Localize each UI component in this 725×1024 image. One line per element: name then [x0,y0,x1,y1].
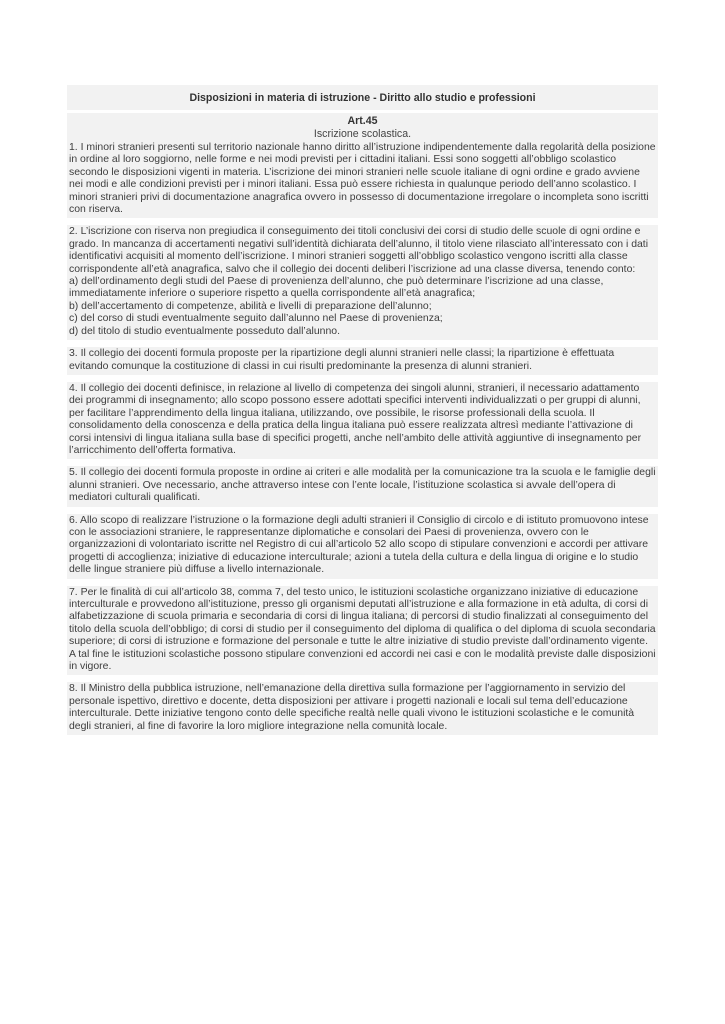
paragraph-7: 7. Per le finalità di cui all’articolo 38, comma 7, del testo unico, le istituzioni scolastiche organizzano iniziative di educazione interculturale e provvedono all’istituzione, presso gli organismi deputati all’istruzione e alla formazione in età adulta, di corsi di alfabetizzazione di scuola primaria e secondaria di corsi di lingua italiana; di percorsi di studio finalizzati al conseguimento del titolo della scuola dell’obbligo; di corsi di studio per il conseguimento del diploma di qualifica o del diploma di scuola secondaria superiore; di corsi di istruzione e formazione del personale e tutte le altre iniziative di studio previste dall’ordinamento vigente. A tal fine le istituzioni scolastiche possono stipulare convenzioni ed accordi nei casi e con le modalità previste dalle disposizioni in vigore. [67,586,658,676]
paragraph-3: 3. Il collegio dei docenti formula proposte per la ripartizione degli alunni stranieri nelle classi; la ripartizione è effettuata evitando comunque la costituzione di classi in cui risulti predominante la presenza di alunni stranieri. [67,347,658,375]
article-number: Art.45 [347,115,378,127]
article-header [67,113,658,141]
document-page [67,85,658,742]
paragraph-4: 4. Il collegio dei docenti definisce, in relazione al livello di competenza dei singoli alunni, stranieri, il necessario adattamento dei programmi di insegnamento; allo scopo possono essere adottati specifici interventi individualizzati o per gruppi di alunni, per facilitare l’apprendimento della lingua italiana, utilizzando, ove possibile, le risorse professionali della scuola. Il consolidamento della conoscenza e della pratica della lingua italiana può essere realizzata altresì mediante l’attivazione di corsi intensivi di lingua italiana sulla base di specifici progetti, anche nell’ambito delle attività aggiuntive di insegnamento per l’arricchimento dell’offerta formativa. [67,382,658,459]
article-subtitle: Iscrizione scolastica. [313,128,412,140]
paragraph-6: 6. Allo scopo di realizzare l’istruzione o la formazione degli adulti stranieri il Consiglio di circolo e di istituto promuovono intese con le associazioni straniere, le rappresentanze diplomatiche e consolari dei Paesi di provenienza, ovvero con le organizzazioni di volontariato iscritte nel Registro di cui all’articolo 52 allo scopo di stipulare convenzioni e accordi per attivare progetti di accoglienza; iniziative di educazione interculturale; azioni a tutela della cultura e della lingua di origine e lo studio delle lingue straniere più diffuse a livello internazionale. [67,514,658,579]
paragraph-2: 2. L’iscrizione con riserva non pregiudica il conseguimento dei titoli conclusivi dei corsi di studio delle scuole di ogni ordine e grado. In mancanza di accertamenti negativi sull’identità dichiarata dell’alunno, il titolo viene rilasciato all’interessato con i dati identificativi acquisiti al momento dell’iscrizione. I minori stranieri soggetti all’obbligo scolastico vengono iscritti alla classe corrispondente all’età anagrafica, salvo che il collegio dei docenti deliberi l’iscrizione ad una classe diversa, tenendo conto: a) dell’ordinamento degli studi del Paese di provenienza dell’alunno, che può determinare l’iscrizione ad una classe, immediatamente inferiore o superiore rispetto a quella corrispondente all’età anagrafica; b) dell’accertamento di competenze, abilità e livelli di preparazione dell’alunno; c) del corso di studi eventualmente seguito dall’alunno nel Paese di provenienza; d) del titolo di studio eventualmente posseduto dall’alunno. [67,225,658,340]
paragraph-1: 1. I minori stranieri presenti sul territorio nazionale hanno diritto all’istruzione indipendentemente dalla regolarità della posizione in ordine al loro soggiorno, nelle forme e nei modi previsti per i cittadini italiani. Essi sono soggetti all’obbligo scolastico secondo le disposizioni vigenti in materia. L’iscrizione dei minori stranieri nelle scuole italiane di ogni ordine e grado avviene nei modi e alle condizioni previsti per i minori italiani. Essa può essere richiesta in qualunque periodo dell’anno scolastico. I minori stranieri privi di documentazione anagrafica ovvero in possesso di documentazione irregolare o incompleta sono iscritti con riserva. [67,141,658,218]
paragraph-8: 8. Il Ministro della pubblica istruzione, nell’emanazione della direttiva sulla formazione per l’aggiornamento in servizio del personale ispettivo, direttivo e docente, detta disposizioni per attivare i progetti nazionali e locali sul tema dell’educazione interculturale. Dette iniziative tengono conto delle specifiche realtà nelle quali vivono le istituzioni scolastiche e le comunità degli stranieri, al fine di favorire la loro migliore integrazione nella comunità locale. [67,682,658,735]
paragraph-5: 5. Il collegio dei docenti formula proposte in ordine ai criteri e alle modalità per la comunicazione tra la scuola e le famiglie degli alunni stranieri. Ove necessario, anche attraverso intese con l’ente locale, l’istituzione scolastica si avvale dell’opera di mediatori culturali qualificati. [67,466,658,506]
document-title: Disposizioni in materia di istruzione - Diritto allo studio e professioni [67,85,658,110]
